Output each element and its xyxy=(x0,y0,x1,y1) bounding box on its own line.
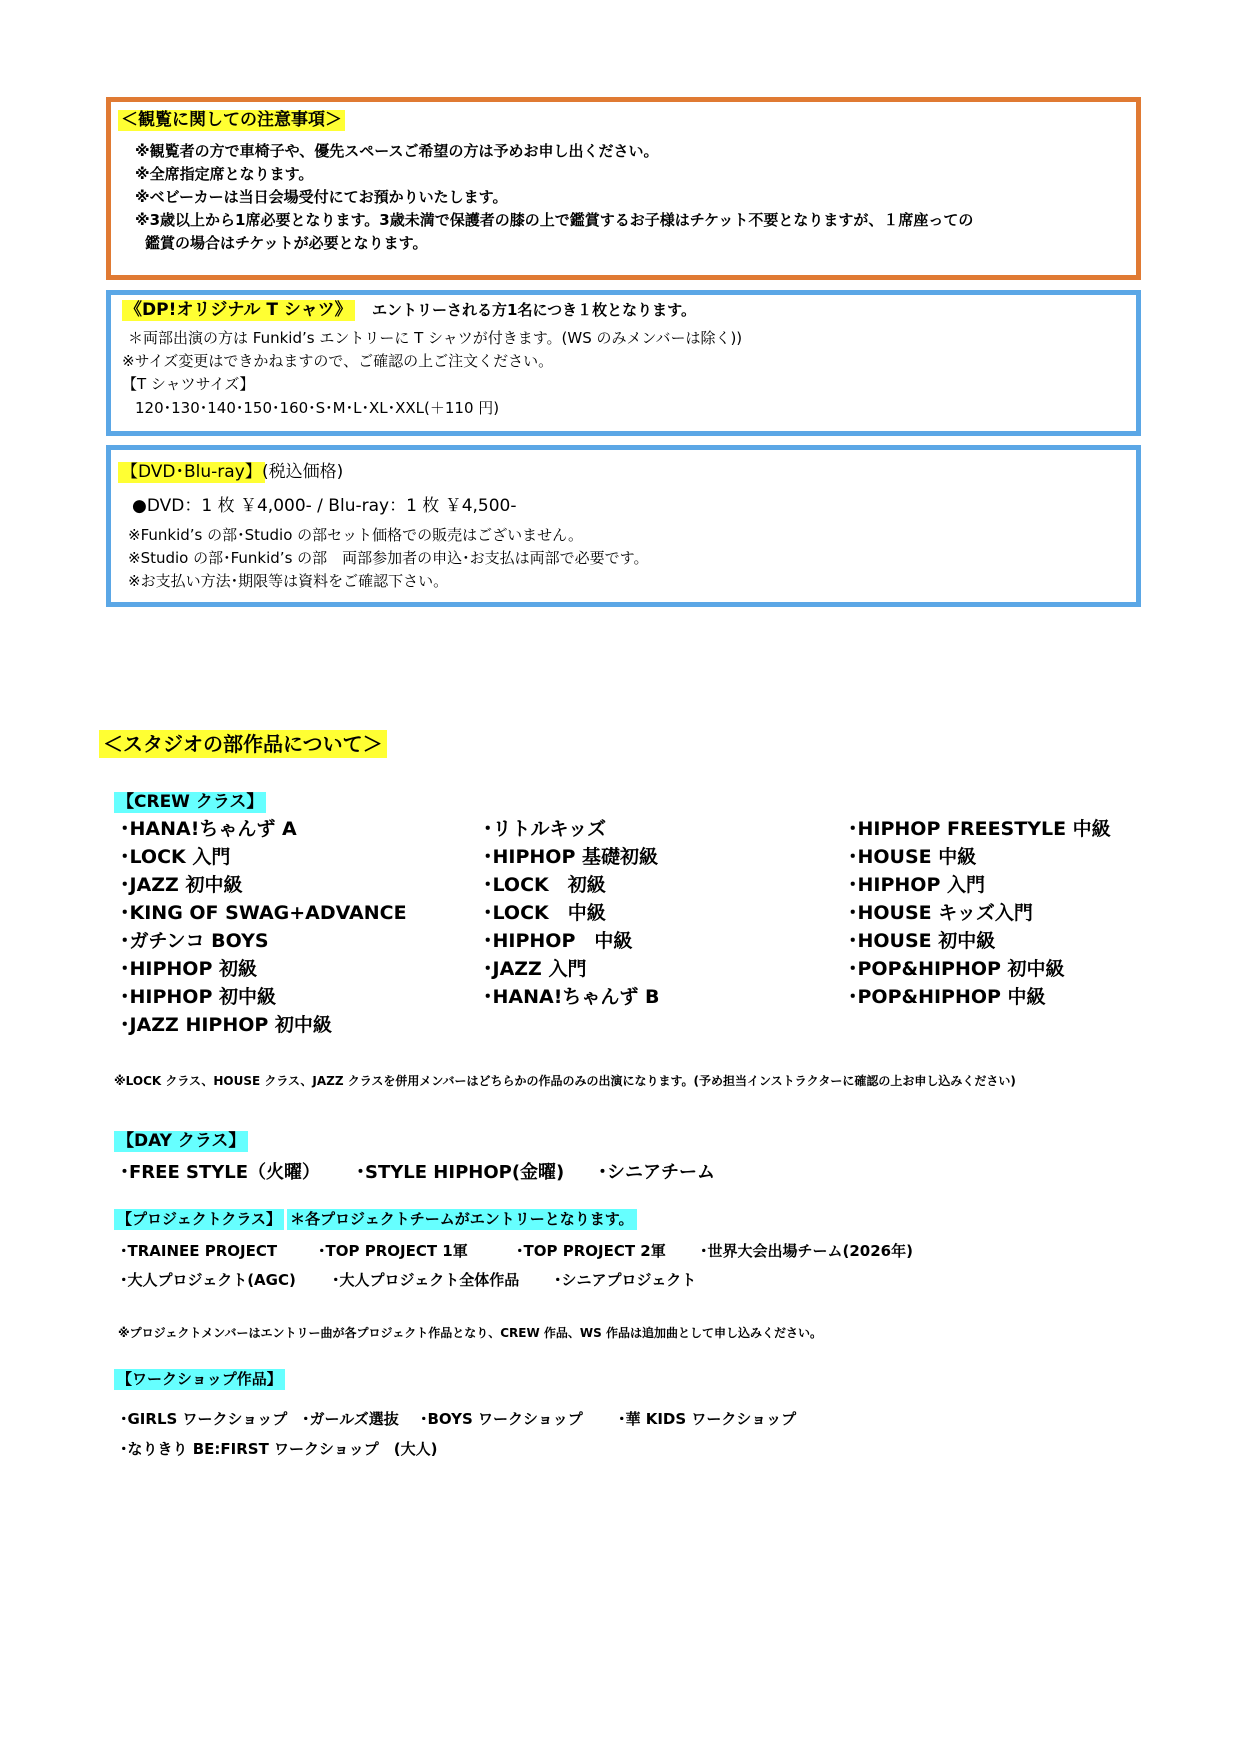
workshop-item: ･ガールズ選抜 xyxy=(302,1410,399,1428)
dvd-note: ※Studio の部･Funkid’s の部 両部参加者の申込･お支払は両部で必要です。 xyxy=(128,549,649,567)
viewing-note: ※ベビーカーは当日会場受付にてお預かりいたします。 xyxy=(135,188,508,206)
project-item: ･TRAINEE PROJECT xyxy=(120,1242,278,1260)
workshop-item: ･GIRLS ワークショップ xyxy=(120,1410,288,1428)
workshop-item: ･華 KIDS ワークショップ xyxy=(618,1410,797,1428)
tshirt-note: ＊両部出演の方は Funkid’s エントリーに T シャツが付きます。(WS のみメンバーは除く)) xyxy=(128,329,743,347)
tshirt-heading: 《DP!オリジナル T シャツ》 xyxy=(122,300,355,321)
project-item: ･TOP PROJECT 2軍 xyxy=(516,1242,666,1260)
crew-heading: 【CREW クラス】 xyxy=(114,792,266,813)
tshirt-subheading: エントリーされる方1名につき１枚となります。 xyxy=(372,301,696,319)
dvd-subheading: (税込価格) xyxy=(262,462,344,482)
crew-item: ･LOCK 初級 xyxy=(483,874,606,896)
project-item: ･シニアプロジェクト xyxy=(554,1271,697,1289)
crew-item: ･POP&HIPHOP 初中級 xyxy=(848,958,1065,980)
viewing-note: ※3歳以上から1席必要となります。3歳未満で保護者の膝の上で鑑賞するお子様はチケット不要となりますが、１席座っての xyxy=(135,211,974,229)
dvd-price: ●DVD：1 枚 ￥4,000- / Blu-ray：1 枚 ￥4,500- xyxy=(132,496,517,516)
tshirt-note: 【T シャツサイズ】 xyxy=(122,375,255,393)
crew-item: ･JAZZ 初中級 xyxy=(120,874,243,896)
crew-item: ･リトルキッズ xyxy=(483,818,607,840)
project-heading: 【プロジェクトクラス】 xyxy=(114,1209,284,1230)
project-item: ･世界大会出場チーム(2026年) xyxy=(700,1242,913,1260)
viewing-note: ※観覧者の方で車椅子や、優先スペースご希望の方は予めお申し出ください。 xyxy=(135,142,659,160)
crew-item: ･HIPHOP 入門 xyxy=(848,874,985,896)
crew-item: ･JAZZ 入門 xyxy=(483,958,587,980)
viewing-note: ※全席指定席となります。 xyxy=(135,165,314,183)
crew-item: ･HOUSE 中級 xyxy=(848,846,977,868)
project-subheading: ＊各プロジェクトチームがエントリーとなります。 xyxy=(287,1209,637,1230)
crew-note: ※LOCK クラス、HOUSE クラス、JAZZ クラスを併用メンバーはどちらかの作品のみの出演になります。(予め担当インストラクターに確認の上お申し込みください) xyxy=(114,1074,1016,1088)
crew-item: ･HIPHOP FREESTYLE 中級 xyxy=(848,818,1111,840)
crew-item: ･HOUSE 初中級 xyxy=(848,930,996,952)
dvd-note: ※お支払い方法･期限等は資料をご確認下さい。 xyxy=(128,572,449,590)
crew-item: ･POP&HIPHOP 中級 xyxy=(848,986,1046,1008)
day-item: ･STYLE HIPHOP(金曜) xyxy=(356,1162,565,1183)
day-heading: 【DAY クラス】 xyxy=(114,1131,248,1152)
workshop-item: ･BOYS ワークショップ xyxy=(420,1410,583,1428)
crew-item: ･HIPHOP 中級 xyxy=(483,930,633,952)
workshop-item: ･なりきり BE:FIRST ワークショップ (大人) xyxy=(120,1440,438,1458)
crew-item: ･JAZZ HIPHOP 初中級 xyxy=(120,1014,332,1036)
crew-item: ･HIPHOP 初級 xyxy=(120,958,257,980)
project-item: ･大人プロジェクト全体作品 xyxy=(332,1271,520,1289)
crew-item: ･KING OF SWAG+ADVANCE xyxy=(120,902,407,924)
crew-item: ･HANA!ちゃんず B xyxy=(483,986,660,1008)
project-item: ･TOP PROJECT 1軍 xyxy=(318,1242,468,1260)
crew-item: ･HIPHOP 基礎初級 xyxy=(483,846,658,868)
workshop-heading: 【ワークショップ作品】 xyxy=(114,1369,285,1390)
crew-item: ･LOCK 中級 xyxy=(483,902,606,924)
project-note: ※プロジェクトメンバーはエントリー曲が各プロジェクト作品となり、CREW 作品、WS 作品は追加曲として申し込みください。 xyxy=(118,1326,822,1340)
viewing-heading: ＜観覧に関しての注意事項＞ xyxy=(118,110,345,131)
studio-heading: ＜スタジオの部作品について＞ xyxy=(99,730,387,758)
dvd-note: ※Funkid’s の部･Studio の部セット価格での販売はございません。 xyxy=(128,526,584,544)
day-item: ･シニアチーム xyxy=(598,1162,715,1183)
tshirt-note: ※サイズ変更はできかねますので、ご確認の上ご注文ください。 xyxy=(122,352,554,370)
crew-item: ･LOCK 入門 xyxy=(120,846,231,868)
day-item: ･FREE STYLE（火曜） xyxy=(120,1162,321,1183)
project-item: ･大人プロジェクト(AGC) xyxy=(120,1271,296,1289)
crew-item: ･ガチンコ BOYS xyxy=(120,930,269,952)
tshirt-sizes: 120･130･140･150･160･S･M･L･XL･XXL(＋110 円) xyxy=(135,399,500,417)
crew-item: ･HIPHOP 初中級 xyxy=(120,986,276,1008)
dvd-heading: 【DVD･Blu-ray】 xyxy=(118,462,265,483)
viewing-note: 鑑賞の場合はチケットが必要となります。 xyxy=(145,234,428,252)
crew-item: ･HANA!ちゃんず A xyxy=(120,818,297,840)
crew-item: ･HOUSE キッズ入門 xyxy=(848,902,1033,924)
